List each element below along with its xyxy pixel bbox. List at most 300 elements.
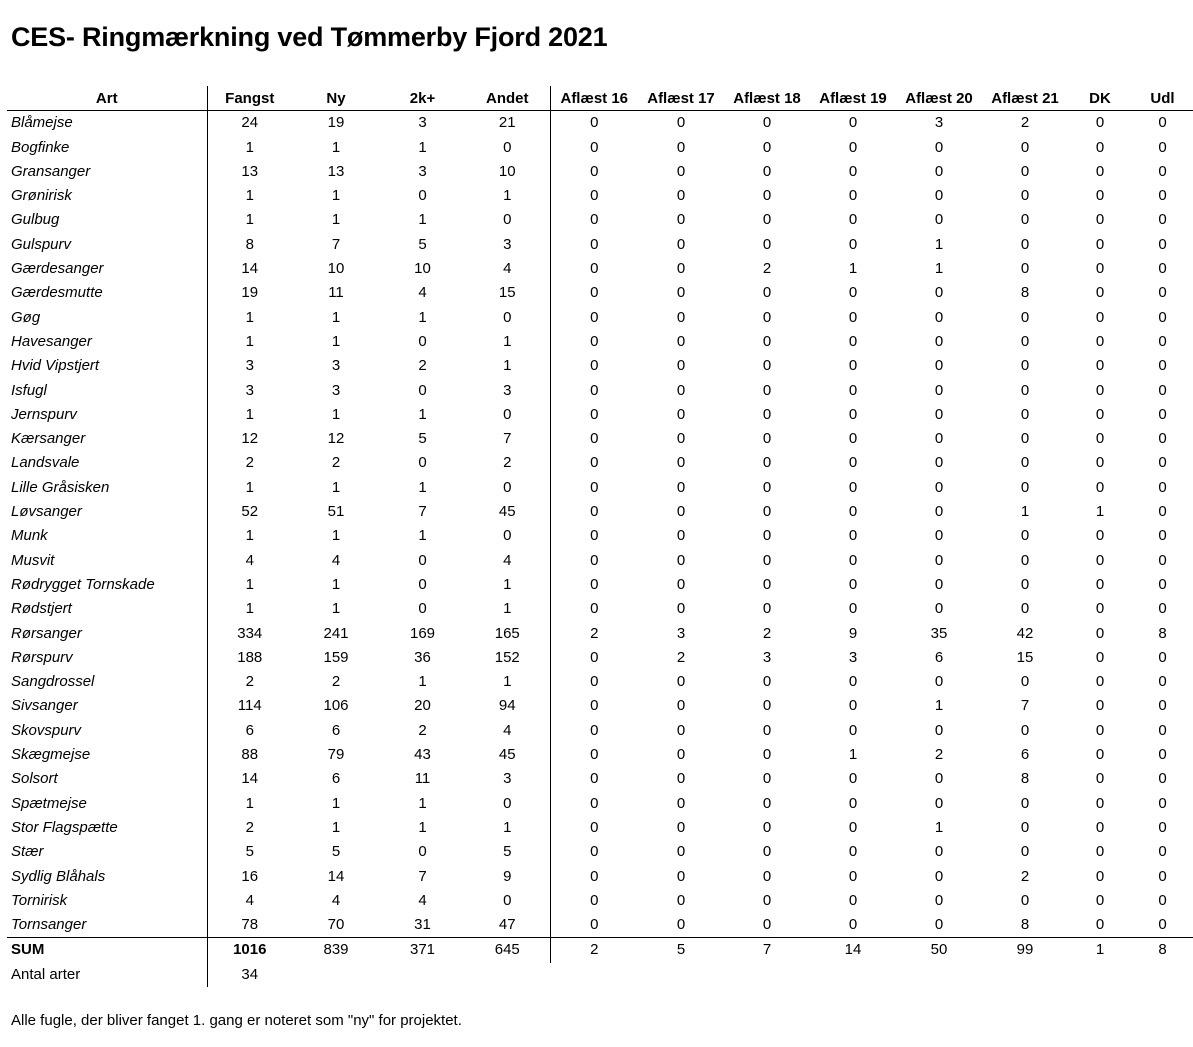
value-cell: 0 (934, 503, 944, 521)
value-cell: 0 (590, 648, 599, 666)
value-cell: 0 (1095, 843, 1105, 861)
value-cell: 0 (934, 551, 944, 569)
value-cell: 0 (934, 138, 944, 156)
value-cell: 2 (762, 260, 772, 278)
value-cell: 0 (1095, 357, 1105, 375)
value-cell: 4 (331, 891, 341, 909)
column-header: Fangst (207, 86, 292, 111)
value-cell: 106 (323, 697, 349, 715)
value-cell: 0 (676, 916, 686, 934)
table-row (7, 111, 1193, 136)
species-cell: Gulspurv (7, 233, 207, 257)
value-cell: 0 (1095, 721, 1105, 739)
table-row (7, 524, 1193, 548)
value-cell: 1 (331, 211, 341, 229)
species-cell: Rørsanger (7, 622, 207, 646)
table-row (7, 913, 1193, 938)
value-cell: 0 (590, 357, 599, 375)
value-cell: 7 (418, 503, 427, 521)
value-cell: 1 (331, 138, 341, 156)
sum-row (7, 938, 1193, 963)
value-cell: 8 (1132, 938, 1193, 963)
value-cell: 11 (414, 770, 431, 788)
value-cell: 0 (1158, 916, 1167, 934)
value-cell: 0 (676, 162, 686, 180)
species-cell: SUM (7, 938, 207, 963)
value-cell: 0 (1020, 478, 1030, 496)
value-cell: 0 (762, 843, 772, 861)
value-cell: 2 (1020, 114, 1030, 132)
value-cell: 0 (676, 235, 686, 253)
species-cell: Antal arter (7, 963, 207, 987)
table-row (7, 719, 1193, 743)
value-cell: 0 (1158, 600, 1167, 618)
value-cell: 47 (465, 913, 550, 938)
value-cell: 1 (331, 308, 341, 326)
value-cell: 152 (465, 646, 550, 670)
species-cell: Isfugl (7, 379, 207, 403)
value-cell: 4 (245, 891, 254, 909)
value-cell: 78 (241, 916, 259, 934)
value-cell: 0 (934, 843, 944, 861)
column-header: Aflæst 18 (724, 86, 810, 111)
value-cell: 0 (1095, 600, 1105, 618)
value-cell: 1 (331, 332, 341, 350)
species-cell: Stær (7, 840, 207, 864)
value-cell: 1 (245, 332, 254, 350)
column-header: Aflæst 20 (896, 86, 982, 111)
value-cell: 3 (934, 114, 944, 132)
value-cell: 0 (676, 697, 686, 715)
value-cell: 1 (465, 354, 550, 378)
value-cell: 3 (676, 624, 686, 642)
value-cell (550, 963, 638, 987)
species-cell: Skægmejse (7, 743, 207, 767)
value-cell: 0 (762, 381, 772, 399)
value-cell: 0 (1020, 332, 1030, 350)
value-cell: 0 (848, 770, 858, 788)
value-cell: 35 (930, 624, 948, 642)
value-cell: 0 (676, 357, 686, 375)
table-row (7, 767, 1193, 791)
value-cell: 12 (327, 430, 345, 448)
value-cell: 0 (762, 527, 772, 545)
value-cell: 0 (590, 527, 599, 545)
value-cell: 0 (1020, 794, 1030, 812)
value-cell: 12 (241, 430, 259, 448)
value-cell: 0 (590, 551, 599, 569)
value-cell (1068, 963, 1132, 987)
value-cell: 0 (590, 260, 599, 278)
header-row (7, 86, 1193, 111)
value-cell (810, 963, 896, 987)
column-header: Andet (465, 86, 550, 111)
value-cell: 1 (418, 478, 427, 496)
value-cell: 0 (1158, 260, 1167, 278)
value-cell: 0 (1158, 891, 1167, 909)
value-cell: 36 (414, 648, 431, 666)
table-row (7, 816, 1193, 840)
value-cell: 0 (676, 405, 686, 423)
value-cell: 88 (241, 746, 259, 764)
value-cell: 0 (848, 138, 858, 156)
value-cell: 11 (328, 284, 344, 302)
value-cell: 1 (331, 187, 341, 205)
value-cell: 0 (934, 770, 944, 788)
value-cell: 0 (1095, 454, 1105, 472)
value-cell: 0 (676, 211, 686, 229)
value-cell: 1 (331, 575, 341, 593)
table-row (7, 136, 1193, 160)
species-cell: Spætmejse (7, 792, 207, 816)
value-cell: 1 (1020, 503, 1030, 521)
value-cell: 7 (724, 938, 810, 963)
value-cell: 45 (465, 743, 550, 767)
value-cell: 0 (762, 673, 772, 691)
value-cell: 5 (418, 430, 427, 448)
value-cell: 1 (418, 794, 427, 812)
value-cell: 0 (934, 162, 944, 180)
value-cell: 0 (1020, 430, 1030, 448)
value-cell: 1 (245, 600, 254, 618)
value-cell: 0 (934, 308, 944, 326)
value-cell: 7 (331, 235, 341, 253)
value-cell: 0 (1095, 187, 1105, 205)
value-cell: 114 (237, 697, 262, 715)
value-cell: 1 (331, 527, 341, 545)
value-cell: 0 (762, 332, 772, 350)
species-cell: Hvid Vipstjert (7, 354, 207, 378)
value-cell: 1 (331, 794, 341, 812)
value-cell (465, 963, 550, 987)
value-cell: 0 (590, 843, 599, 861)
value-cell: 4 (465, 257, 550, 281)
value-cell: 3 (418, 114, 427, 132)
value-cell: 0 (1095, 794, 1105, 812)
value-cell: 0 (1095, 332, 1105, 350)
table-row (7, 379, 1193, 403)
value-cell: 0 (934, 381, 944, 399)
value-cell: 0 (676, 721, 686, 739)
value-cell: 0 (590, 503, 599, 521)
value-cell: 241 (323, 624, 349, 642)
value-cell: 0 (1020, 673, 1030, 691)
value-cell: 0 (1095, 211, 1105, 229)
species-cell: Lille Gråsisken (7, 476, 207, 500)
value-cell: 0 (676, 332, 686, 350)
value-cell: 0 (1095, 673, 1105, 691)
value-cell: 0 (676, 308, 686, 326)
value-cell: 0 (1095, 648, 1105, 666)
value-cell: 0 (465, 792, 550, 816)
value-cell: 34 (241, 965, 259, 983)
value-cell: 1 (418, 138, 427, 156)
value-cell: 0 (934, 916, 944, 934)
value-cell: 0 (1095, 746, 1105, 764)
value-cell: 0 (762, 697, 772, 715)
value-cell: 0 (590, 770, 599, 788)
species-cell: Munk (7, 524, 207, 548)
value-cell: 371 (380, 938, 465, 963)
value-cell: 6 (331, 721, 341, 739)
value-cell: 0 (848, 235, 858, 253)
value-cell: 0 (1158, 551, 1167, 569)
value-cell: 0 (1020, 187, 1030, 205)
value-cell: 0 (590, 381, 599, 399)
value-cell: 16 (241, 867, 259, 885)
value-cell: 0 (590, 284, 599, 302)
value-cell: 14 (241, 770, 259, 788)
value-cell: 0 (848, 867, 858, 885)
value-cell: 1 (418, 818, 427, 836)
column-header: Art (7, 86, 207, 111)
value-cell: 0 (848, 332, 858, 350)
species-cell: Blåmejse (7, 111, 207, 136)
value-cell: 0 (590, 697, 599, 715)
value-cell: 0 (1158, 381, 1167, 399)
value-cell: 7 (418, 867, 427, 885)
value-cell: 0 (1158, 405, 1167, 423)
value-cell: 1 (331, 818, 341, 836)
column-header: Aflæst 21 (982, 86, 1068, 111)
value-cell: 0 (848, 794, 858, 812)
value-cell (380, 963, 465, 987)
value-cell: 8 (1020, 770, 1030, 788)
value-cell: 1 (245, 211, 254, 229)
value-cell: 0 (848, 551, 858, 569)
value-cell: 0 (590, 405, 599, 423)
table-row (7, 451, 1193, 475)
value-cell: 3 (245, 357, 254, 375)
value-cell: 0 (762, 746, 772, 764)
value-cell: 2 (465, 451, 550, 475)
value-cell: 0 (1020, 891, 1030, 909)
table-row (7, 306, 1193, 330)
value-cell: 1 (245, 308, 254, 326)
value-cell: 0 (590, 332, 599, 350)
value-cell: 0 (1158, 284, 1167, 302)
value-cell (638, 963, 724, 987)
value-cell: 0 (762, 114, 772, 132)
table-row (7, 281, 1193, 305)
value-cell: 0 (1095, 478, 1105, 496)
value-cell: 0 (1095, 867, 1105, 885)
footnote: Alle fugle, der bliver fanget 1. gang er noteret som "ny" for projektet. (11, 1012, 462, 1029)
column-header: DK (1068, 86, 1132, 111)
value-cell: 10 (327, 260, 345, 278)
value-cell: 1 (331, 600, 341, 618)
table-row (7, 208, 1193, 232)
value-cell (292, 963, 380, 987)
value-cell: 0 (1020, 381, 1030, 399)
value-cell: 0 (590, 308, 599, 326)
value-cell: 0 (465, 208, 550, 232)
value-cell: 0 (934, 721, 944, 739)
species-cell: Gransanger (7, 160, 207, 184)
value-cell: 0 (676, 575, 686, 593)
value-cell: 0 (762, 551, 772, 569)
value-cell: 0 (1158, 527, 1167, 545)
value-cell: 0 (848, 357, 858, 375)
value-cell: 0 (1020, 405, 1030, 423)
value-cell: 0 (848, 114, 858, 132)
value-cell: 2 (550, 938, 638, 963)
value-cell: 0 (934, 284, 944, 302)
value-cell: 0 (848, 721, 858, 739)
table-row (7, 233, 1193, 257)
value-cell: 0 (934, 430, 944, 448)
value-cell: 0 (1158, 770, 1167, 788)
value-cell: 0 (590, 187, 599, 205)
value-cell: 2 (762, 624, 772, 642)
species-cell: Havesanger (7, 330, 207, 354)
value-cell: 13 (241, 162, 259, 180)
value-cell: 9 (848, 624, 858, 642)
value-cell: 6 (1020, 746, 1030, 764)
value-cell: 0 (590, 114, 599, 132)
value-cell: 1 (418, 211, 427, 229)
value-cell: 8 (1020, 284, 1030, 302)
value-cell (1132, 963, 1193, 987)
value-cell: 2 (331, 673, 341, 691)
value-cell: 0 (848, 891, 858, 909)
value-cell: 0 (1158, 673, 1167, 691)
value-cell: 1 (465, 670, 550, 694)
value-cell: 9 (465, 865, 550, 889)
value-cell: 0 (848, 284, 858, 302)
species-cell: Sydlig Blåhals (7, 865, 207, 889)
value-cell: 50 (896, 938, 982, 963)
value-cell: 169 (409, 624, 436, 642)
table-row (7, 792, 1193, 816)
value-cell: 0 (1020, 818, 1030, 836)
value-cell: 0 (934, 794, 944, 812)
species-cell: Rødstjert (7, 597, 207, 621)
value-cell: 0 (848, 187, 858, 205)
column-header: Udl (1132, 86, 1193, 111)
value-cell: 19 (327, 114, 345, 132)
value-cell: 0 (590, 575, 599, 593)
value-cell: 0 (1095, 308, 1105, 326)
value-cell: 0 (418, 381, 427, 399)
value-cell: 0 (590, 430, 599, 448)
table-row (7, 670, 1193, 694)
value-cell: 0 (762, 357, 772, 375)
species-cell: Stor Flagspætte (7, 816, 207, 840)
species-cell: Gærdesmutte (7, 281, 207, 305)
value-cell: 0 (1095, 916, 1105, 934)
value-cell: 0 (1158, 575, 1167, 593)
value-cell: 43 (414, 746, 431, 764)
value-cell: 3 (465, 233, 550, 257)
value-cell: 0 (1158, 235, 1167, 253)
value-cell: 0 (676, 430, 686, 448)
value-cell (896, 963, 982, 987)
value-cell: 0 (848, 211, 858, 229)
value-cell: 2 (676, 648, 686, 666)
value-cell: 0 (1095, 770, 1105, 788)
value-cell: 0 (848, 843, 858, 861)
value-cell: 1 (418, 673, 427, 691)
table-row (7, 597, 1193, 621)
value-cell: 3 (245, 381, 254, 399)
value-cell: 0 (934, 187, 944, 205)
value-cell: 0 (1020, 162, 1030, 180)
value-cell: 0 (1095, 235, 1105, 253)
value-cell: 0 (762, 794, 772, 812)
value-cell: 0 (848, 454, 858, 472)
value-cell: 0 (1020, 527, 1030, 545)
value-cell: 0 (676, 454, 686, 472)
value-cell: 0 (1095, 381, 1105, 399)
value-cell: 2 (1020, 867, 1030, 885)
value-cell: 0 (934, 527, 944, 545)
value-cell: 1 (934, 235, 944, 253)
value-cell: 0 (848, 527, 858, 545)
value-cell: 0 (762, 600, 772, 618)
value-cell: 42 (1016, 624, 1034, 642)
column-header: Ny (292, 86, 380, 111)
value-cell: 0 (590, 891, 599, 909)
value-cell: 5 (331, 843, 341, 861)
value-cell: 31 (414, 916, 431, 934)
value-cell: 0 (934, 405, 944, 423)
table-row (7, 549, 1193, 573)
value-cell: 1 (1068, 938, 1132, 963)
value-cell: 0 (418, 575, 427, 593)
value-cell: 0 (934, 575, 944, 593)
value-cell: 0 (676, 794, 686, 812)
value-cell: 2 (418, 721, 427, 739)
value-cell: 1 (418, 308, 427, 326)
value-cell: 1 (1095, 503, 1105, 521)
value-cell: 0 (1020, 600, 1030, 618)
table-row (7, 840, 1193, 864)
value-cell: 3 (762, 648, 772, 666)
value-cell: 0 (1158, 794, 1167, 812)
value-cell: 0 (1020, 235, 1030, 253)
species-cell: Rødrygget Tornskade (7, 573, 207, 597)
value-cell: 0 (1095, 697, 1105, 715)
table-row (7, 354, 1193, 378)
value-cell: 0 (1095, 891, 1105, 909)
value-cell: 3 (331, 357, 341, 375)
value-cell: 7 (465, 427, 550, 451)
value-cell: 0 (1158, 843, 1167, 861)
value-cell: 14 (327, 867, 345, 885)
value-cell: 1 (245, 478, 254, 496)
value-cell: 2 (245, 818, 254, 836)
value-cell: 51 (327, 503, 345, 521)
value-cell: 8 (1020, 916, 1030, 934)
species-cell: Grønirisk (7, 184, 207, 208)
value-cell (982, 963, 1068, 987)
species-cell: Jernspurv (7, 403, 207, 427)
value-cell: 0 (1095, 551, 1105, 569)
value-cell: 0 (676, 818, 686, 836)
value-cell: 0 (1158, 430, 1167, 448)
value-cell: 0 (848, 697, 858, 715)
value-cell: 0 (1158, 211, 1167, 229)
value-cell: 3 (331, 381, 341, 399)
value-cell: 3 (848, 648, 858, 666)
value-cell: 21 (465, 111, 550, 136)
value-cell: 0 (1095, 624, 1105, 642)
value-cell: 10 (414, 260, 431, 278)
value-cell: 0 (590, 746, 599, 764)
value-cell: 0 (1095, 575, 1105, 593)
value-cell: 165 (465, 622, 550, 646)
